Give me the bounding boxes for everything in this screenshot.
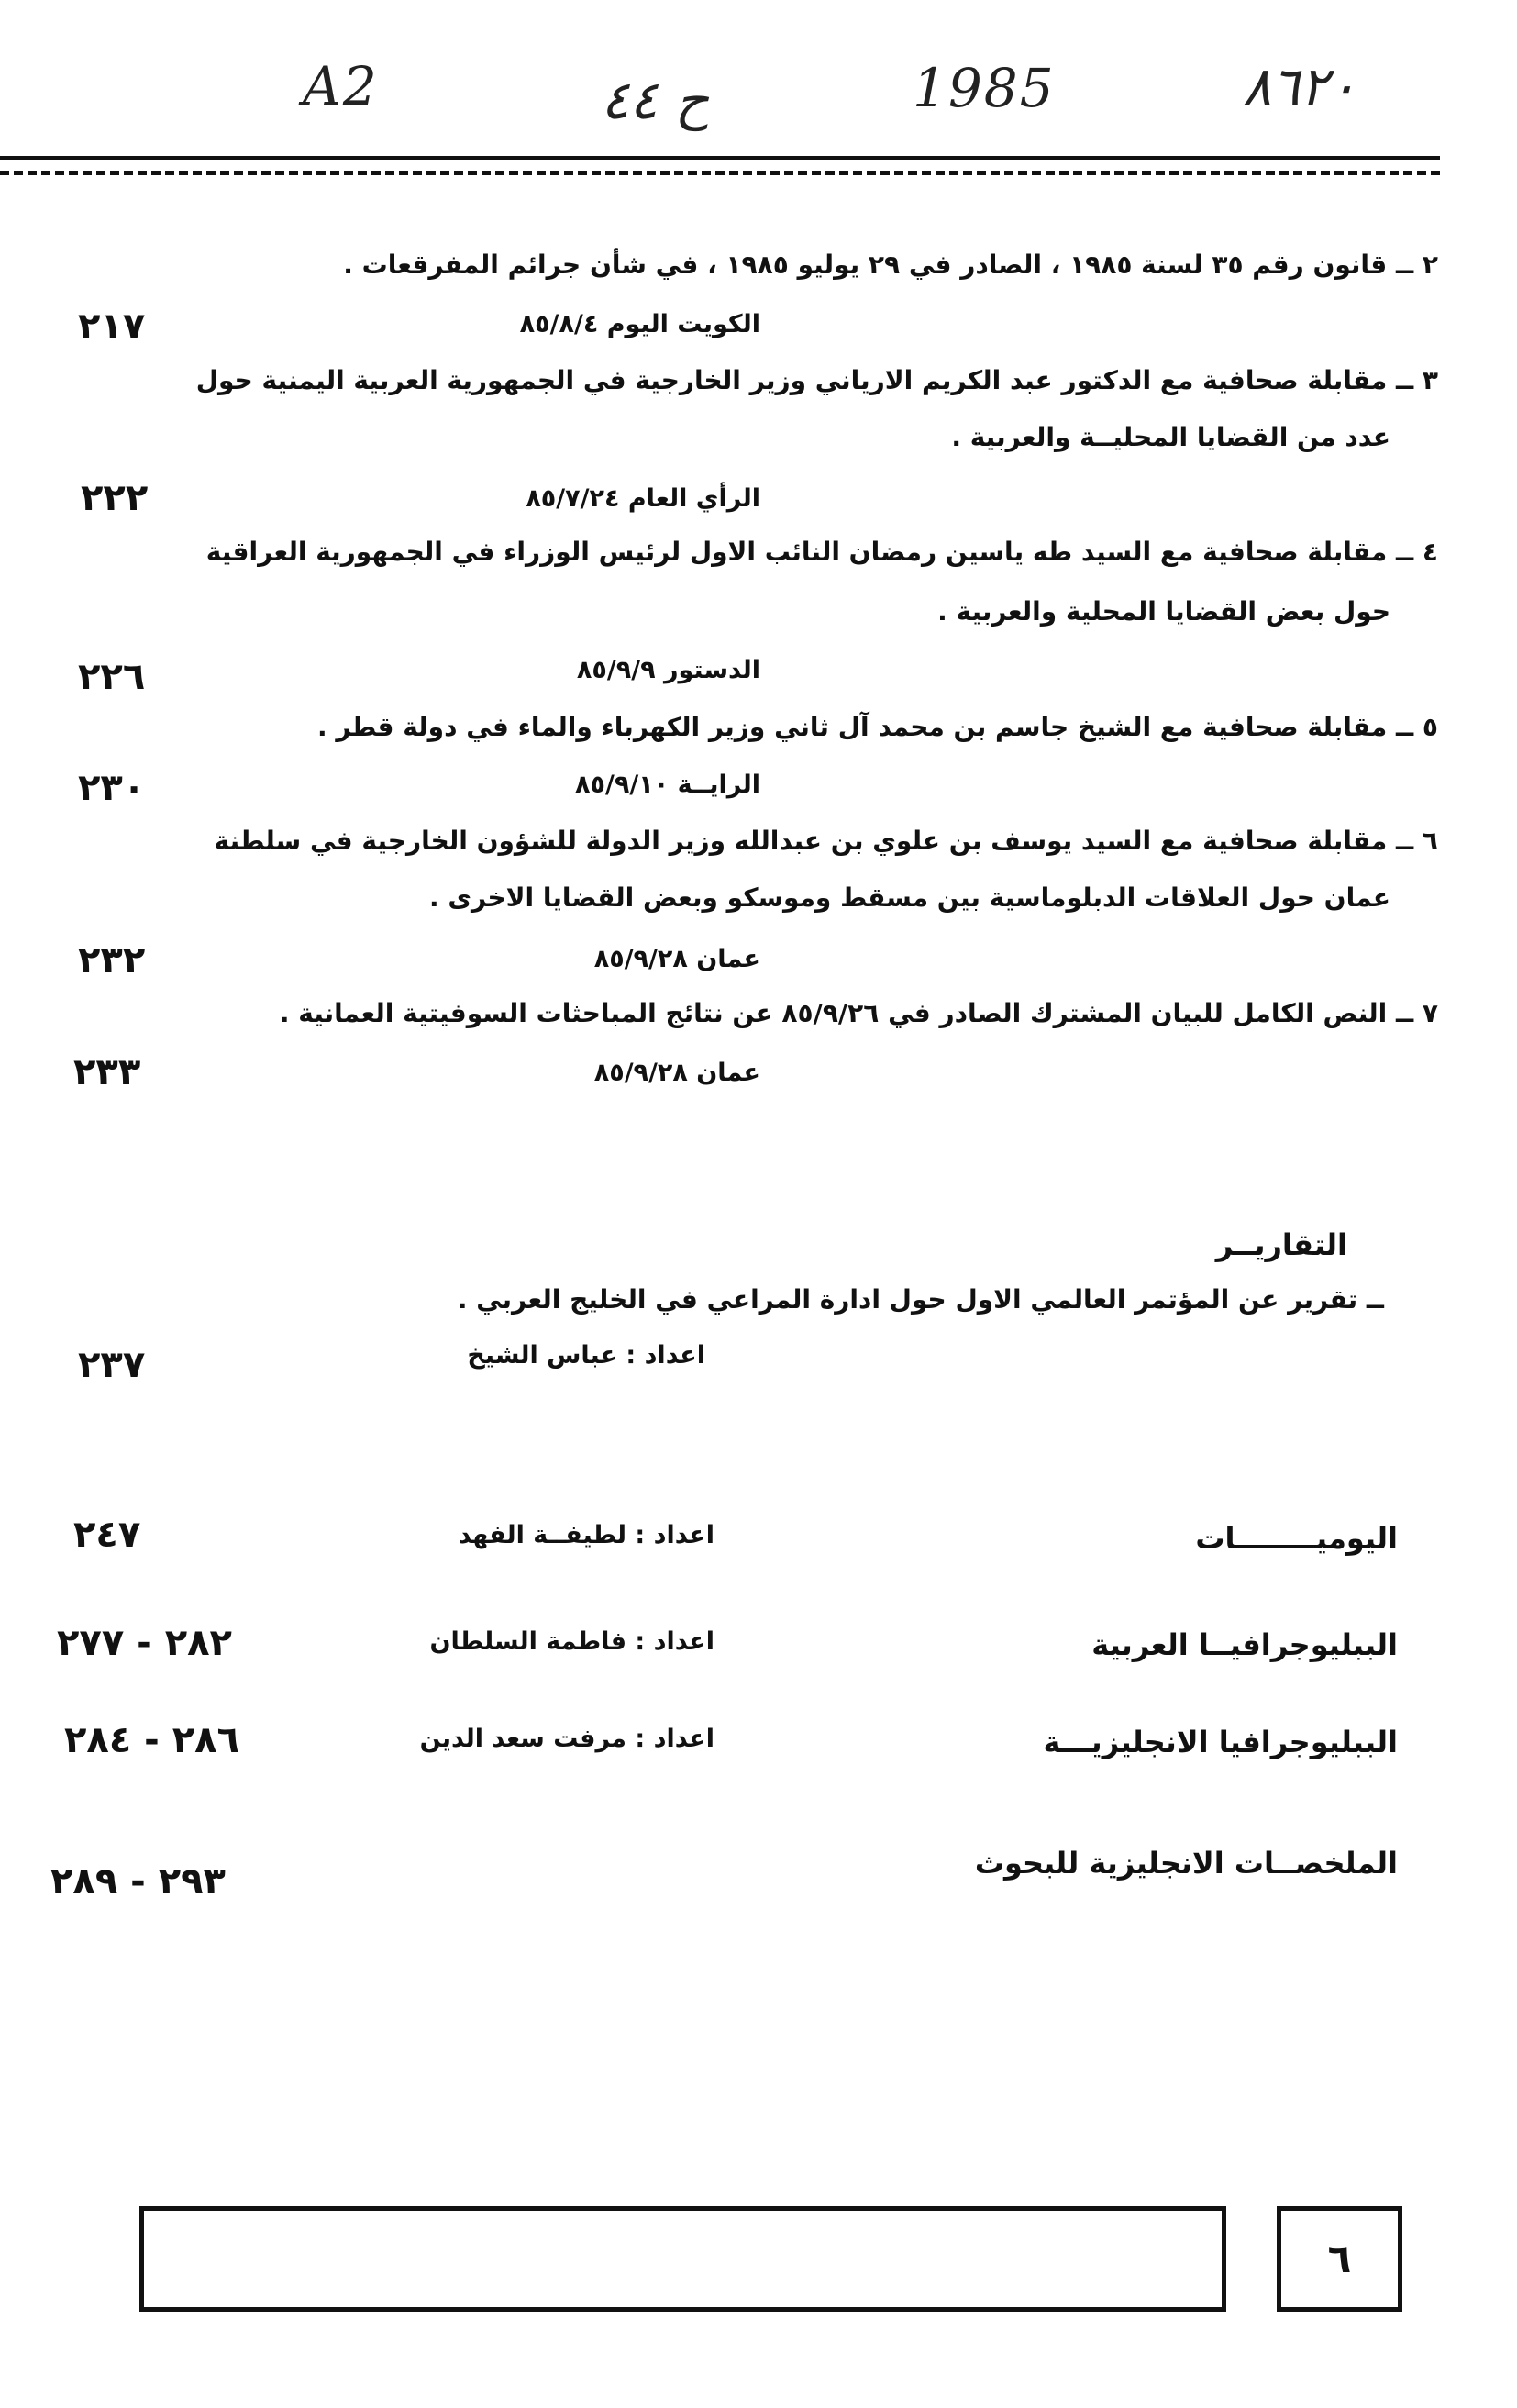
entry-6-line-2: عمان حول العلاقات الدبلوماسية بين مسقط وموسكو وبعض القضايا الاخرى .: [429, 882, 1390, 913]
section-english-abstracts-title: الملخصــات الانجليزية للبحوث: [974, 1846, 1398, 1881]
section-english-bibliography-pages: ٢٨٦ - ٢٨٤: [64, 1719, 239, 1761]
entry-6-page: ٢٣٢: [78, 939, 146, 982]
reports-page: ٢٣٧: [78, 1344, 146, 1386]
section-arabic-bibliography-author: اعداد : فاطمة السلطان: [429, 1627, 714, 1656]
header-dashed-rule: [0, 171, 1440, 175]
entry-7-source: عمان ٨٥/٩/٢٨: [593, 1059, 760, 1087]
entry-7-line-1: ٧ ــ النص الكامل للبيان المشترك الصادر في ٨٥/٩/٢٦ عن نتائج المباحثات السوفيتية العمانية .: [279, 998, 1438, 1028]
reports-heading: التقاريــر: [1215, 1227, 1347, 1262]
entry-6-source: عمان ٨٥/٩/٢٨: [593, 945, 760, 973]
entry-4-line-2: حول بعض القضايا المحلية والعربية .: [937, 596, 1390, 627]
section-english-bibliography-title: الببليوجرافيا الانجليزيـــة: [1043, 1725, 1398, 1759]
entry-3-line-2: عدد من القضايا المحليــة والعربية .: [951, 422, 1390, 452]
entry-2-source: الكويت اليوم ٨٥/٨/٤: [519, 310, 760, 338]
entry-4-line-1: ٤ ــ مقابلة صحافية مع السيد طه ياسين رمضان النائب الاول لرئيس الوزراء في الجمهورية العراقية: [205, 537, 1438, 567]
section-english-abstracts-pages: ٢٩٣ - ٢٨٩: [50, 1860, 226, 1903]
entry-2-page: ٢١٧: [78, 305, 146, 348]
entry-3-page: ٢٢٢: [81, 477, 149, 519]
entry-5-line-1: ٥ ــ مقابلة صحافية مع الشيخ جاسم بن محمد آل ثاني وزير الكهرباء والماء في دولة قطر .: [317, 712, 1438, 742]
section-diaries-pages: ٢٤٧: [73, 1514, 141, 1556]
section-arabic-bibliography-pages: ٢٨٢ - ٢٧٧: [57, 1622, 232, 1664]
handwritten-number: ٨٦٢٠: [1243, 55, 1357, 117]
handwritten-code-b: ح ٤٤: [601, 69, 710, 131]
reports-item: ــ تقرير عن المؤتمر العالمي الاول حول ادارة المراعي في الخليج العربي .: [457, 1284, 1384, 1315]
footer-page-number: ٦: [1277, 2206, 1402, 2312]
entry-4-page: ٢٢٦: [78, 656, 146, 698]
entry-4-source: الدستور ٨٥/٩/٩: [576, 656, 760, 684]
section-english-bibliography-author: اعداد : مرفت سعد الدين: [419, 1725, 714, 1753]
entry-3-line-1: ٣ ــ مقابلة صحافية مع الدكتور عبد الكريم الارياني وزير الخارجية في الجمهورية العربية اليمنية حول: [195, 365, 1438, 395]
section-diaries-author: اعداد : لطيفــة الفهد: [458, 1521, 714, 1549]
header-rule: [0, 156, 1440, 160]
entry-3-source: الرأي العام ٨٥/٧/٢٤: [526, 484, 760, 513]
entry-2-line-1: ٢ ــ قانون رقم ٣٥ لسنة ١٩٨٥ ، الصادر في ٢٩ يوليو ١٩٨٥ ، في شأن جرائم المفرقعات .: [343, 250, 1438, 280]
footer-empty-box: [139, 2206, 1226, 2312]
entry-5-source: الرايــة ٨٥/٩/١٠: [575, 771, 760, 799]
handwritten-year: 1985: [913, 57, 1056, 119]
handwritten-code-a: A2: [303, 55, 379, 117]
entry-7-page: ٢٣٣: [73, 1051, 141, 1093]
entry-6-line-1: ٦ ــ مقابلة صحافية مع السيد يوسف بن علوي بن عبدالله وزير الدولة للشؤون الخارجية في سلطنة: [214, 826, 1438, 856]
section-diaries-title: اليوميــــــــات: [1195, 1521, 1398, 1556]
entry-5-page: ٢٣٠: [78, 767, 146, 809]
reports-author: اعداد : عباس الشيخ: [467, 1341, 705, 1370]
section-arabic-bibliography-title: الببليوجرافيــا العربية: [1091, 1627, 1398, 1662]
